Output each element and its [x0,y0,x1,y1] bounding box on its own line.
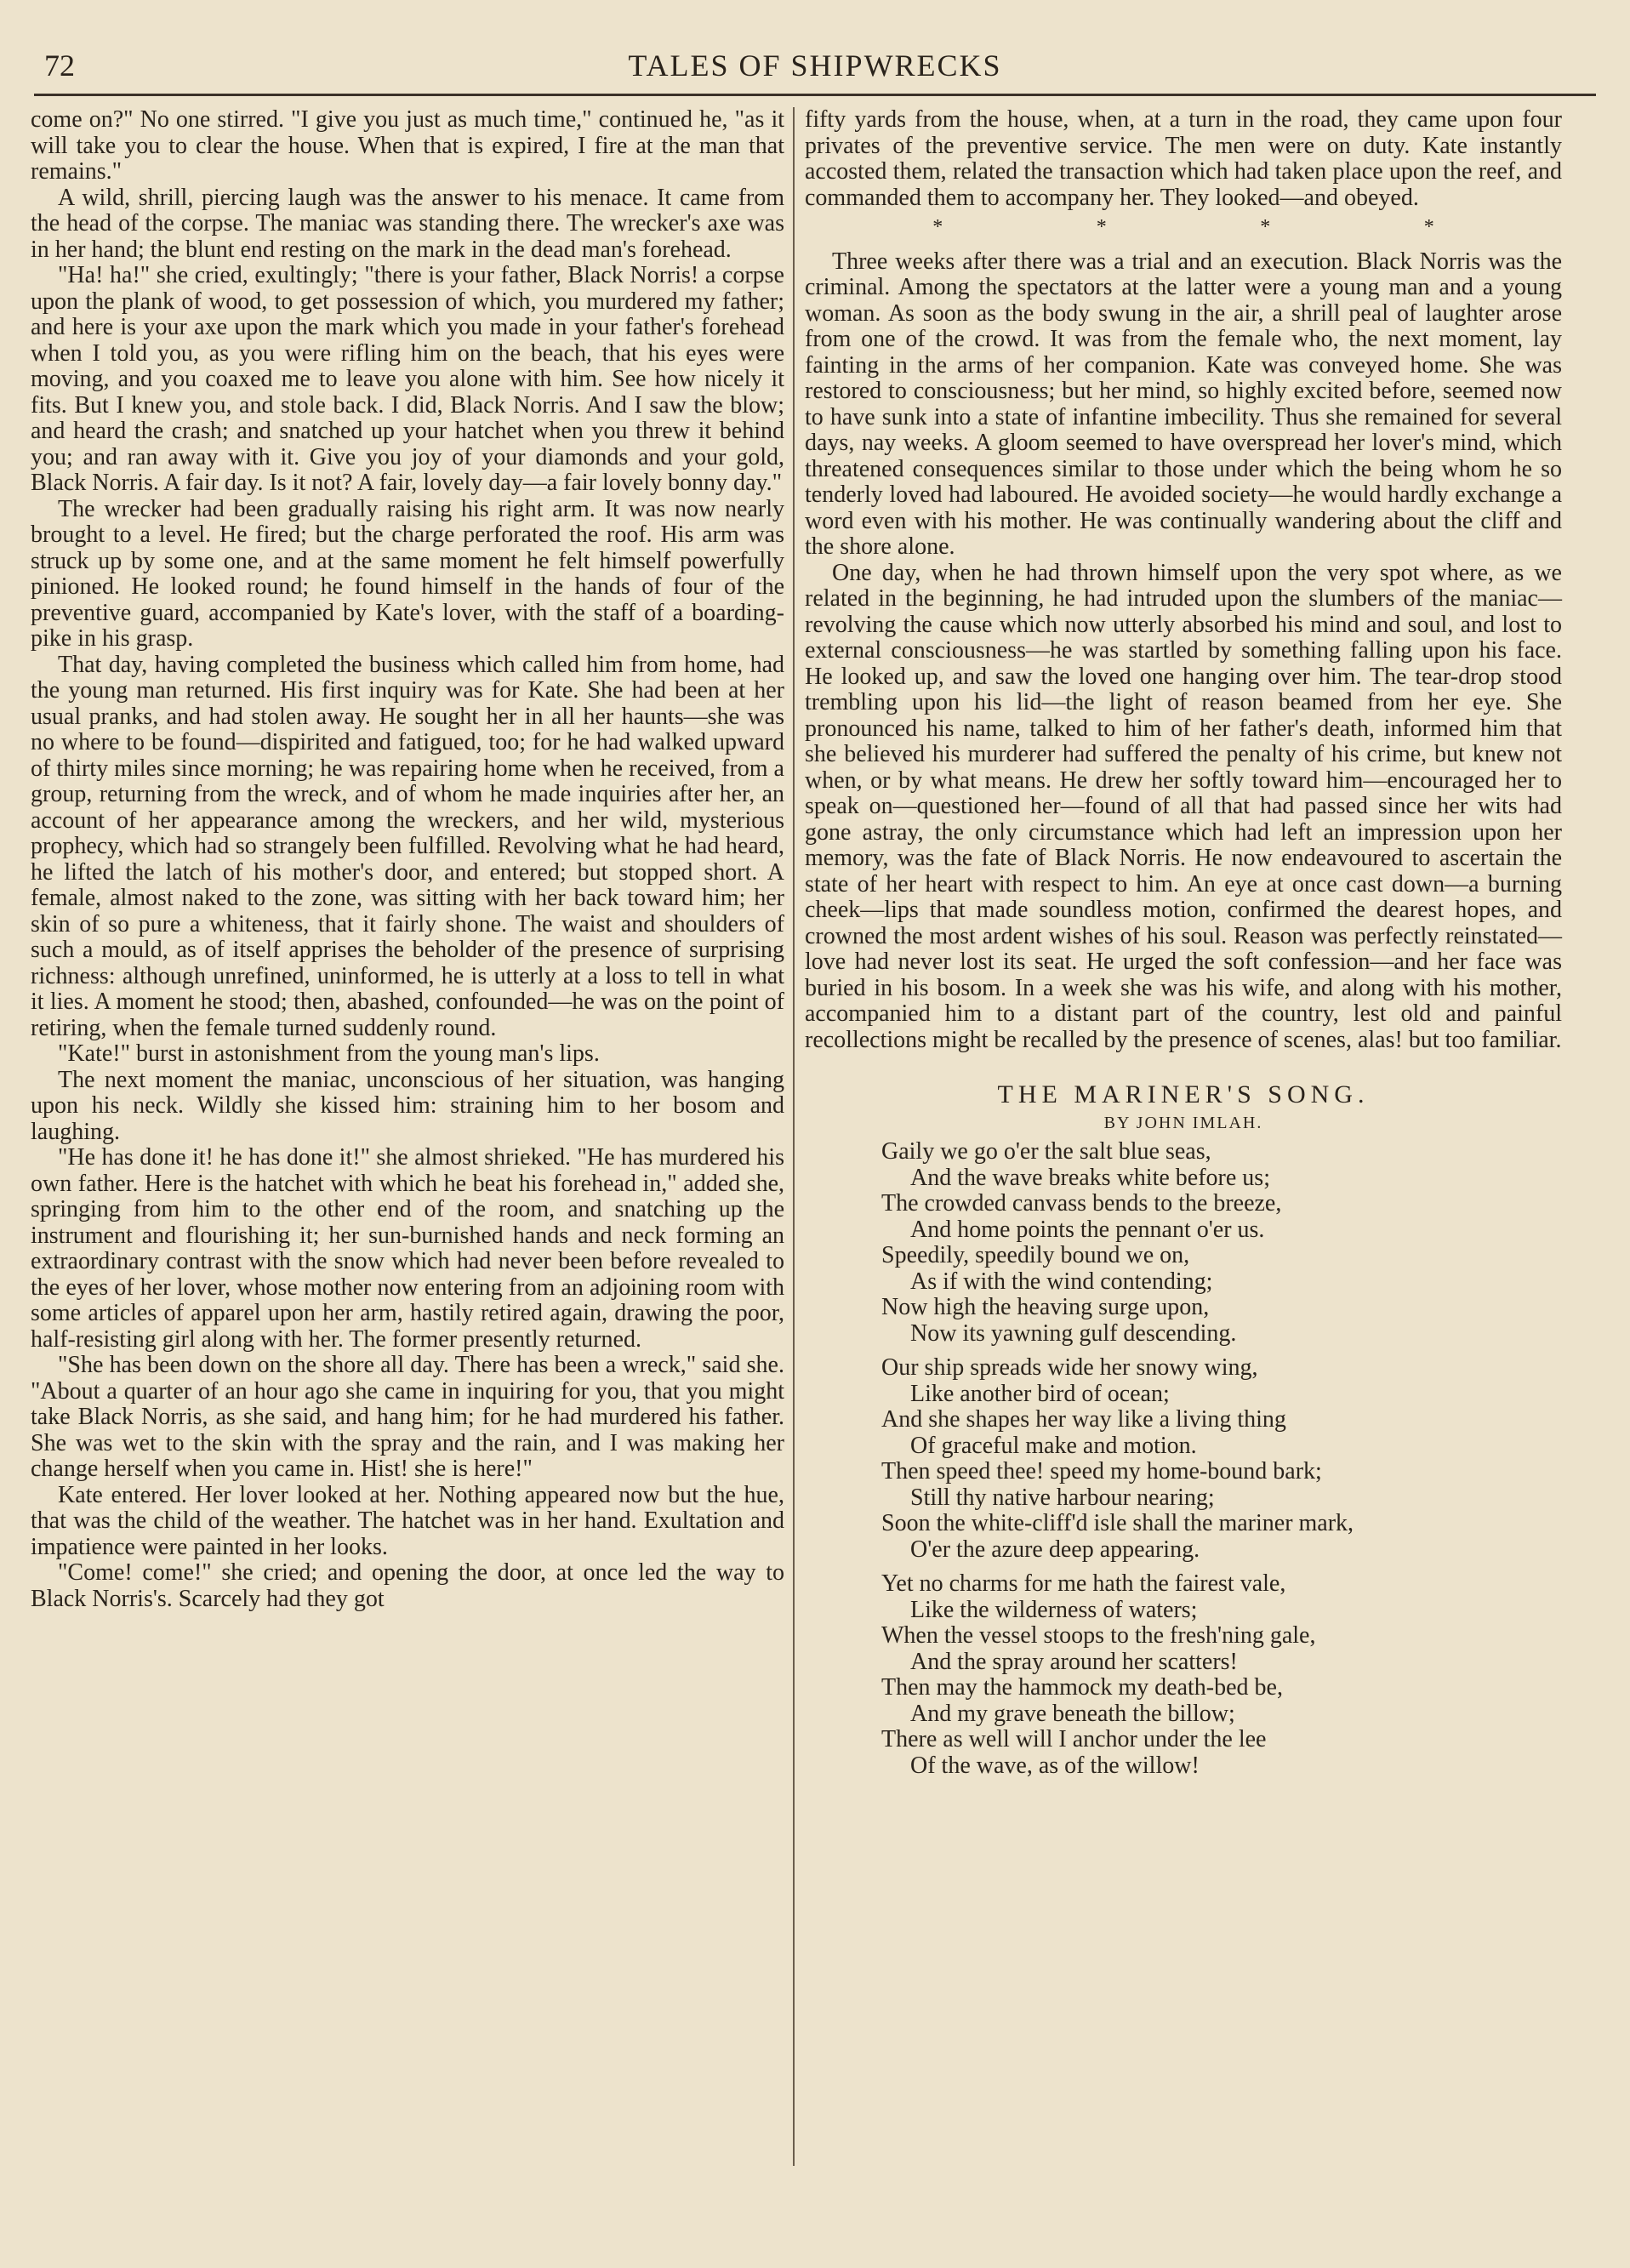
poem-stanzas [805,1139,1562,1779]
right-column [805,107,1562,1787]
poem-line: Yet no charms for me hath the fairest vale, [881,1570,1286,1597]
section-break [805,214,1562,241]
poem-line: And home points the pennant o'er us. [910,1216,1265,1243]
paragraph: The next moment the maniac, unconscious of her situation, was hanging upon his neck. Wildly she kissed him: straining him to her bosom and laughing. [31,1066,784,1145]
paragraph: fifty yards from the house, when, at a turn in the road, they came upon four privates of the preventive service. The men were on duty. Kate instantly accosted them, related the transaction which had taken place upon the reef, and commanded them to accompany her. They looked—and obeyed. [805,106,1562,211]
poem-stanza [881,1139,1562,1347]
poem-line: Still thy native harbour nearing; [910,1484,1215,1511]
right-column-text [805,107,1562,211]
poem-line: Soon the white-cliff'd isle shall the mariner mark, [881,1510,1354,1536]
paragraph: "Come! come!" she cried; and opening the door, at once led the way to Black Norris's. Scarcely had they got [31,1559,784,1612]
paragraph: "He has done it! he has done it!" she almost shrieked. "He has murdered his own father. Here is the hatchet with which he beat his forehead in," added she, springing from him to the other end of the room, and snatching up the instrument and flourishing it; her sun-burnished hands and neck forming an extraordinary contrast with the snow which had never been before revealed to the eyes of her lover, whose mother now entering from an adjoining room with some articles of apparel upon her arm, hastily retired again, drawing the poor, half-resisting girl along with her. The former presently returned. [31,1144,784,1353]
poem-line: When the vessel stoops to the fresh'ning gale, [881,1622,1316,1649]
poem-line: Speedily, speedily bound we on, [881,1242,1190,1268]
left-column [31,107,784,1612]
asterism-star: * [1096,216,1107,238]
poem-line: O'er the azure deep appearing. [910,1536,1200,1563]
poem [805,1082,1562,1779]
poem-line: And she shapes her way like a living thing [881,1406,1286,1433]
poem-line: Now its yawning gulf descending. [910,1319,1237,1347]
paragraph: Kate entered. Her lover looked at her. Nothing appeared now but the hue, that was the child of the weather. The hatchet was in her hand. Exultation and impatience were painted in her looks. [31,1481,784,1560]
poem-line: Of graceful make and motion. [910,1432,1197,1459]
poem-line: And the wave breaks white before us; [910,1164,1270,1191]
paragraph: come on?" No one stirred. "I give you just as much time," continued he, "as it will take you to clear the house. When that is expired, I fire at the man that remains." [31,106,784,185]
paragraph: Three weeks after there was a trial and an execution. Black Norris was the criminal. Among the spectators at the latter were a young man and a young woman. As soon as the body swung in the air, a shrill peal of laughter arose from one of the crowd. It was from the female who, the next moment, lay fainting in the arms of her companion. Kate was conveyed home. She was restored to consciousness; but her mind, so highly excited before, seemed now to have sunk into a state of infantine imbecility. Thus she remained for several days, nay weeks. A gloom seemed to have overspread her lover's mind, which threatened consequences similar to those under which the being whom he so tenderly loved had laboured. He avoided society—he would hardly exchange a word even with his mother. He was continually wandering about the cliff and the shore alone. [805,248,1562,560]
poem-stanza [881,1355,1562,1563]
poem-line: Then speed thee! speed my home-bound bark; [881,1458,1322,1484]
poem-line: Gaily we go o'er the salt blue seas, [881,1138,1211,1165]
poem-line: And the spray around her scatters! [910,1648,1238,1675]
paragraph: "Kate!" burst in astonishment from the young man's lips. [58,1040,600,1067]
column-divider [793,107,795,2166]
paragraph: That day, having completed the business which called him from home, had the young man returned. His first inquiry was for Kate. She had been at her usual pranks, and had stolen away. He sought her in all her haunts—she was no where to be found—dispirited and fatigued, too; for he had walked upward of thirty miles since morning; he was repairing home when he received, from a group, returning from the wreck, and of whom he made inquiries after her, an account of her appearance among the wreckers, and her wild, mysterious prophecy, which had so strangely been fulfilled. Revolving what he had heard, he lifted the latch of his mother's door, and entered; but stopped short. A female, almost naked to the zone, was sitting with her back toward him; her skin of so pure a whiteness, that it fairly shone. The waist and shoulders of such a mould, as of itself apprises the beholder of the presence of surprising richness: although unrefined, uninformed, he is utterly at a loss to tell in what it lies. A moment he stood; then, abashed, confounded—he was on the point of retiring, when the female turned suddenly round. [31,651,784,1041]
paragraph: "She has been down on the shore all day. There has been a wreck," said she. "About a quarter of an hour ago she came in inquiring for you, that you might take Black Norris, as she said, and hang him; for he had murdered his father. She was wet to the skin with the spray and the rain, and I was making her change herself when you came in. Hist! she is here!" [31,1352,784,1482]
page-number: 72 [44,48,75,83]
asterism-star: * [1260,216,1271,238]
running-head: TALES OF SHIPWRECKS [628,48,1002,83]
poem-line: Like another bird of ocean; [910,1380,1170,1407]
poem-line: As if with the wind contending; [910,1268,1213,1295]
poem-title: THE MARINER'S SONG. [997,1080,1370,1108]
asterism-star: * [932,216,943,238]
right-column-text-continued [805,249,1562,1054]
poem-author: BY JOHN IMLAH. [1103,1113,1263,1132]
paragraph: The wrecker had been gradually raising his right arm. It was now nearly brought to a level. He fired; but the charge perforated the roof. His arm was struck up by some one, and at the same moment he felt himself powerfully pinioned. He looked round; he found himself in the hands of four of the preventive guard, accompanied by Kate's lover, with the staff of a boarding-pike in his grasp. [31,495,784,652]
poem-line: Then may the hammock my death-bed be, [881,1674,1283,1701]
poem-line: Of the wave, as of the willow! [910,1752,1200,1779]
header-rule [34,94,1596,96]
asterism-star: * [1423,216,1434,238]
paragraph: A wild, shrill, piercing laugh was the answer to his menace. It came from the head of the corpse. The maniac was standing there. The wrecker's axe was in her hand; the blunt end resting on the mark in the dead man's forehead. [31,184,784,263]
paragraph: "Ha! ha!" she cried, exultingly; "there is your father, Black Norris! a corpse upon the plank of wood, to get possession of which, you murdered my father; and here is your axe upon the mark which you made in your father's forehead when I told you, as you were rifling him on the beach, that his eyes were moving, and you coaxed me to leave you alone with him. See how nicely it fits. But I knew you, and stole back. I did, Black Norris. And I saw the blow; and heard the crash; and snatched up your hatchet when you threw it behind you; and ran away with it. Give you joy of your diamonds and your gold, Black Norris. A fair day. Is it not? A fair, lovely day—a fair lovely bonny day." [31,262,784,496]
poem-line: Like the wilderness of waters; [910,1596,1198,1623]
poem-line: Now high the heaving surge upon, [881,1294,1210,1320]
poem-stanza [881,1571,1562,1779]
paragraph: One day, when he had thrown himself upon the very spot where, as we related in the beginning, he had intruded upon the slumbers of the maniac—revolving the cause which now utterly absorbed his mind and soul, and lost to external consciousness—he was startled by something falling upon his face. He looked up, and saw the loved one hanging over him. The tear-drop stood trembling upon his lid—the light of reason beamed from her eye. She pronounced his name, talked to him of her father's death, informed him that she believed his murderer had suffered the penalty of his crime, but knew not when, or by what means. He drew her softly toward him—encouraged her to speak on—questioned her—found of all that had passed since her wits had gone astray, the only circumstance which had left an impression upon her memory, was the fate of Black Norris. He now endeavoured to ascertain the state of her heart with respect to him. An eye at once cast down—a burning cheek—lips that made soundless motion, confirmed the dearest hopes, and crowned the most ardent wishes of his soul. Reason was perfectly reinstated—love had never lost its seat. He urged the soft confession—and her face was buried in his bosom. In a week she was his wife, and along with his mother, accompanied him to a distant part of the country, lest old and painful recollections might be recalled by the presence of scenes, alas! but too familiar. [805,559,1562,1053]
poem-line: Our ship spreads wide her snowy wing, [881,1354,1258,1381]
poem-line: And my grave beneath the billow; [910,1700,1235,1727]
poem-line: The crowded canvass bends to the breeze, [881,1190,1282,1217]
poem-line: There as well will I anchor under the lee [881,1726,1267,1752]
